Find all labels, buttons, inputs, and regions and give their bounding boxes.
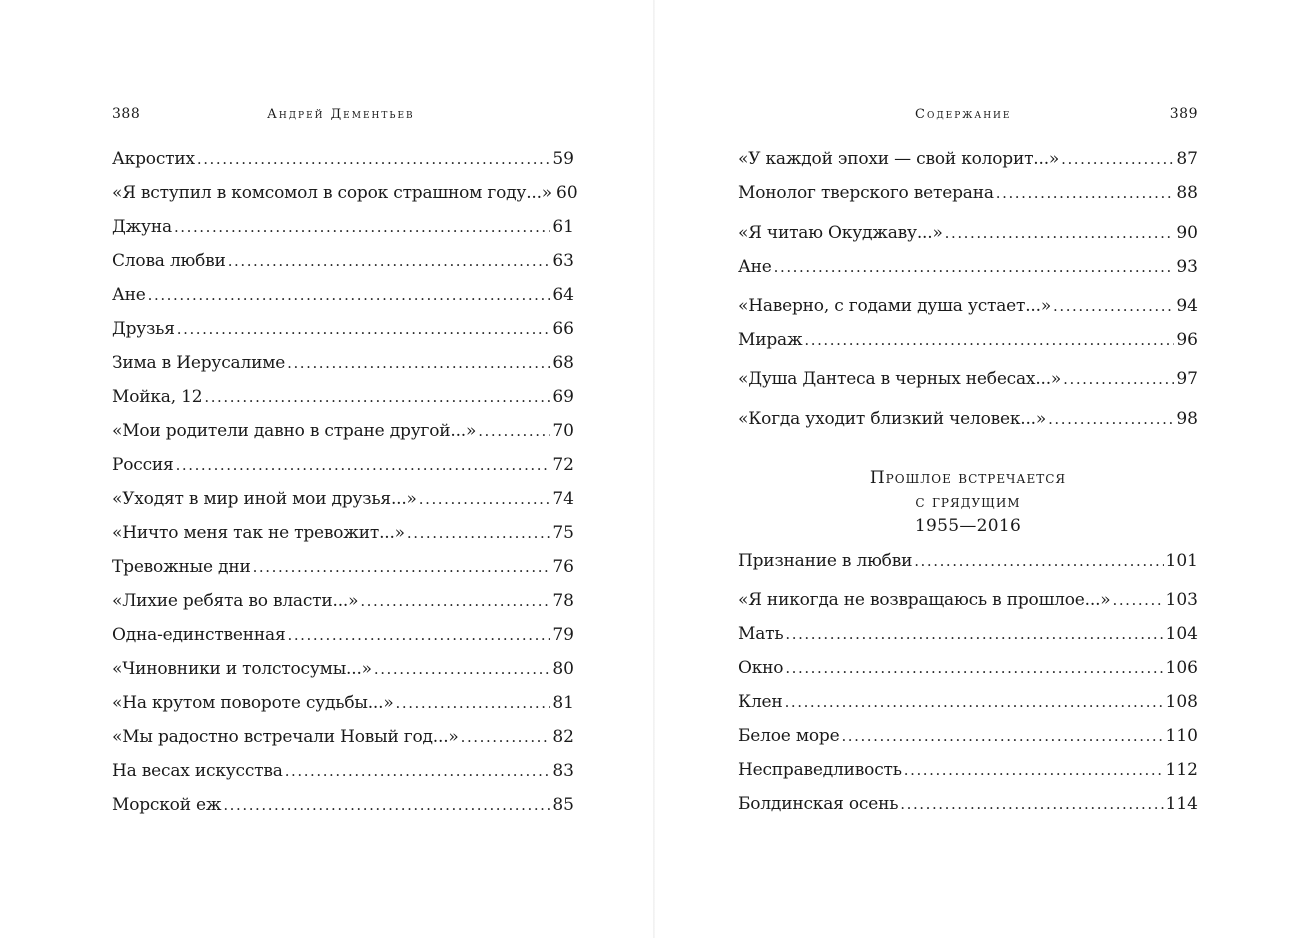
- toc-entry[interactable]: [112, 589, 574, 613]
- toc-entry-page: 74: [552, 489, 574, 509]
- toc-entry[interactable]: [112, 419, 574, 443]
- toc-entry-page: 79: [552, 625, 574, 645]
- toc-leader-dots: [1063, 367, 1174, 391]
- section-title-line1: Прошлое встречается: [869, 468, 1067, 488]
- toc-entry-title: Несправедливость: [738, 760, 902, 780]
- toc-entry-title: «Лихие ребята во власти...»: [112, 591, 359, 611]
- toc-entry[interactable]: [112, 317, 574, 341]
- toc-entry[interactable]: [738, 588, 1198, 612]
- toc-entry[interactable]: [112, 249, 574, 273]
- toc-entry-page: 103: [1165, 590, 1198, 610]
- right-running-title: Содержание: [915, 107, 1012, 122]
- toc-entry[interactable]: [738, 255, 1198, 279]
- toc-entry-page: 97: [1176, 369, 1198, 389]
- toc-leader-dots: [461, 725, 551, 749]
- toc-entry-page: 82: [552, 727, 574, 747]
- toc-leader-dots: [1061, 147, 1174, 171]
- toc-leader-dots: [1053, 294, 1174, 318]
- toc-entry-title: Монолог тверского ветерана: [738, 183, 994, 203]
- toc-entry-title: «Душа Дантеса в черных небесах...»: [738, 369, 1062, 389]
- toc-entry-title: Россия: [112, 455, 174, 475]
- toc-leader-dots: [253, 555, 551, 579]
- toc-entry-page: 80: [552, 659, 574, 679]
- toc-entry-page: 60: [556, 183, 578, 203]
- toc-entry-title: Мираж: [738, 330, 803, 350]
- toc-leader-dots: [774, 255, 1175, 279]
- toc-leader-dots: [396, 691, 551, 715]
- toc-entry-title: Слова любви: [112, 251, 226, 271]
- toc-entry[interactable]: [738, 792, 1198, 816]
- toc-entry[interactable]: [112, 351, 574, 375]
- toc-entry-page: 75: [552, 523, 574, 543]
- toc-entry-title: Мать: [738, 624, 784, 644]
- toc-entry-title: Ане: [738, 257, 772, 277]
- toc-entry-title: «У каждой эпохи — свой колорит...»: [738, 149, 1060, 169]
- toc-entry-page: 72: [552, 455, 574, 475]
- toc-leader-dots: [223, 793, 550, 817]
- toc-entry-title: Морской еж: [112, 795, 222, 815]
- toc-leader-dots: [360, 589, 550, 613]
- left-running-title: Андрей Дементьев: [267, 107, 415, 122]
- toc-entry-page: 101: [1165, 551, 1198, 571]
- toc-entry-page: 104: [1165, 624, 1198, 644]
- toc-leader-dots: [228, 249, 551, 273]
- toc-entry-page: 90: [1176, 223, 1198, 243]
- toc-entry[interactable]: [112, 181, 578, 205]
- toc-entry[interactable]: [112, 691, 574, 715]
- toc-entry-title: «На крутом повороте судьбы...»: [112, 693, 394, 713]
- right-page-number: 389: [1169, 106, 1198, 122]
- toc-entry-page: 59: [552, 149, 574, 169]
- toc-entry-title: «Уходят в мир иной мои друзья...»: [112, 489, 417, 509]
- toc-entry[interactable]: [112, 623, 574, 647]
- toc-entry-title: Ане: [112, 285, 146, 305]
- toc-leader-dots: [148, 283, 551, 307]
- toc-entry[interactable]: [738, 622, 1198, 646]
- toc-entry-title: Признание в любви: [738, 551, 913, 571]
- toc-entry-title: Клен: [738, 692, 783, 712]
- toc-entry-page: 68: [552, 353, 574, 373]
- toc-entry-title: «Я никогда не возвращаюсь в прошлое...»: [738, 590, 1111, 610]
- toc-leader-dots: [1112, 588, 1163, 612]
- toc-entry-page: 78: [552, 591, 574, 611]
- toc-entry[interactable]: [112, 759, 574, 783]
- toc-entry[interactable]: [738, 758, 1198, 782]
- toc-leader-dots: [904, 758, 1164, 782]
- toc-entry[interactable]: [112, 147, 574, 171]
- toc-entry[interactable]: [738, 147, 1198, 171]
- toc-leader-dots: [287, 623, 550, 647]
- toc-entry-title: Окно: [738, 658, 784, 678]
- toc-leader-dots: [785, 622, 1163, 646]
- toc-entry-page: 76: [552, 557, 574, 577]
- toc-entry[interactable]: [112, 385, 574, 409]
- toc-entry[interactable]: [738, 367, 1198, 391]
- toc-entry-page: 110: [1165, 726, 1198, 746]
- toc-entry[interactable]: [738, 549, 1198, 573]
- toc-entry-title: На весах искусства: [112, 761, 283, 781]
- toc-entry-page: 63: [552, 251, 574, 271]
- left-page-number: 388: [112, 106, 141, 122]
- section-title-line2: с грядущим: [915, 492, 1021, 512]
- toc-entry[interactable]: [112, 283, 574, 307]
- toc-entry-page: 61: [552, 217, 574, 237]
- toc-entry[interactable]: [738, 656, 1198, 680]
- section-years: 1955—2016: [914, 516, 1022, 536]
- toc-entry-page: 70: [552, 421, 574, 441]
- right-page: [738, 0, 1198, 938]
- toc-entry-title: «Мы радостно встречали Новый год...»: [112, 727, 459, 747]
- toc-entry-title: Белое море: [738, 726, 840, 746]
- toc-entry-title: «Наверно, с годами душа устает...»: [738, 296, 1052, 316]
- toc-entry-page: 64: [552, 285, 574, 305]
- toc-entry-title: Джуна: [112, 217, 172, 237]
- toc-leader-dots: [1048, 407, 1174, 431]
- toc-entry[interactable]: [112, 215, 574, 239]
- toc-leader-dots: [900, 792, 1163, 816]
- toc-entry-page: 83: [552, 761, 574, 781]
- left-page: [112, 0, 578, 938]
- toc-leader-dots: [197, 147, 550, 171]
- toc-leader-dots: [996, 181, 1175, 205]
- toc-leader-dots: [478, 419, 550, 443]
- toc-entry-title: Одна-единственная: [112, 625, 286, 645]
- toc-entry-page: 93: [1176, 257, 1198, 277]
- toc-entry[interactable]: [112, 725, 574, 749]
- toc-entry-page: 87: [1176, 149, 1198, 169]
- toc-entry-title: Друзья: [112, 319, 175, 339]
- toc-entry[interactable]: [112, 521, 574, 545]
- toc-entry[interactable]: [112, 453, 574, 477]
- toc-leader-dots: [285, 759, 551, 783]
- page-gutter: [653, 0, 655, 938]
- toc-entry-page: 81: [552, 693, 574, 713]
- toc-leader-dots: [914, 549, 1163, 573]
- toc-entry[interactable]: [738, 690, 1198, 714]
- toc-entry-page: 88: [1176, 183, 1198, 203]
- toc-entry-page: 98: [1176, 409, 1198, 429]
- toc-entry-page: 66: [552, 319, 574, 339]
- toc-leader-dots: [945, 221, 1175, 245]
- toc-entry-title: Акростих: [112, 149, 195, 169]
- left-running-head: [112, 106, 574, 126]
- toc-leader-dots: [204, 385, 550, 409]
- toc-entry-title: «Когда уходит близкий человек...»: [738, 409, 1047, 429]
- toc-entry-title: «Мои родители давно в стране другой...»: [112, 421, 477, 441]
- toc-leader-dots: [174, 215, 550, 239]
- toc-entry[interactable]: [738, 221, 1198, 245]
- toc-entry-title: Болдинская осень: [738, 794, 899, 814]
- toc-entry-title: Зима в Иерусалиме: [112, 353, 286, 373]
- toc-entry-title: «Я читаю Окуджаву...»: [738, 223, 943, 243]
- toc-entry-page: 106: [1165, 658, 1198, 678]
- toc-entry-page: 112: [1165, 760, 1198, 780]
- toc-entry-page: 96: [1176, 330, 1198, 350]
- toc-leader-dots: [287, 351, 550, 375]
- toc-entry[interactable]: [112, 487, 574, 511]
- toc-leader-dots: [176, 453, 551, 477]
- toc-entry[interactable]: [112, 793, 574, 817]
- toc-entry[interactable]: [738, 181, 1198, 205]
- section-heading: [738, 466, 1198, 538]
- toc-entry-title: Мойка, 12: [112, 387, 203, 407]
- toc-leader-dots: [841, 724, 1163, 748]
- toc-leader-dots: [785, 656, 1163, 680]
- toc-entry[interactable]: [112, 555, 574, 579]
- toc-leader-dots: [785, 690, 1164, 714]
- toc-entry-page: 69: [552, 387, 574, 407]
- toc-leader-dots: [407, 521, 550, 545]
- toc-entry[interactable]: [738, 328, 1198, 352]
- toc-entry-page: 114: [1165, 794, 1198, 814]
- toc-entry-title: «Я вступил в комсомол в сорок страшном году...»: [112, 183, 553, 203]
- toc-entry-page: 85: [552, 795, 574, 815]
- toc-leader-dots: [177, 317, 551, 341]
- toc-entry-title: «Чиновники и толстосумы...»: [112, 659, 372, 679]
- toc-entry-title: Тревожные дни: [112, 557, 251, 577]
- toc-entry[interactable]: [738, 407, 1198, 431]
- toc-entry[interactable]: [738, 724, 1198, 748]
- toc-entry[interactable]: [738, 294, 1198, 318]
- toc-entry-page: 94: [1176, 296, 1198, 316]
- toc-leader-dots: [804, 328, 1174, 352]
- toc-entry-page: 108: [1165, 692, 1198, 712]
- toc-entry[interactable]: [112, 657, 574, 681]
- toc-entry-title: «Ничто меня так не тревожит...»: [112, 523, 405, 543]
- toc-leader-dots: [374, 657, 551, 681]
- right-running-head: [738, 106, 1198, 126]
- toc-leader-dots: [419, 487, 551, 511]
